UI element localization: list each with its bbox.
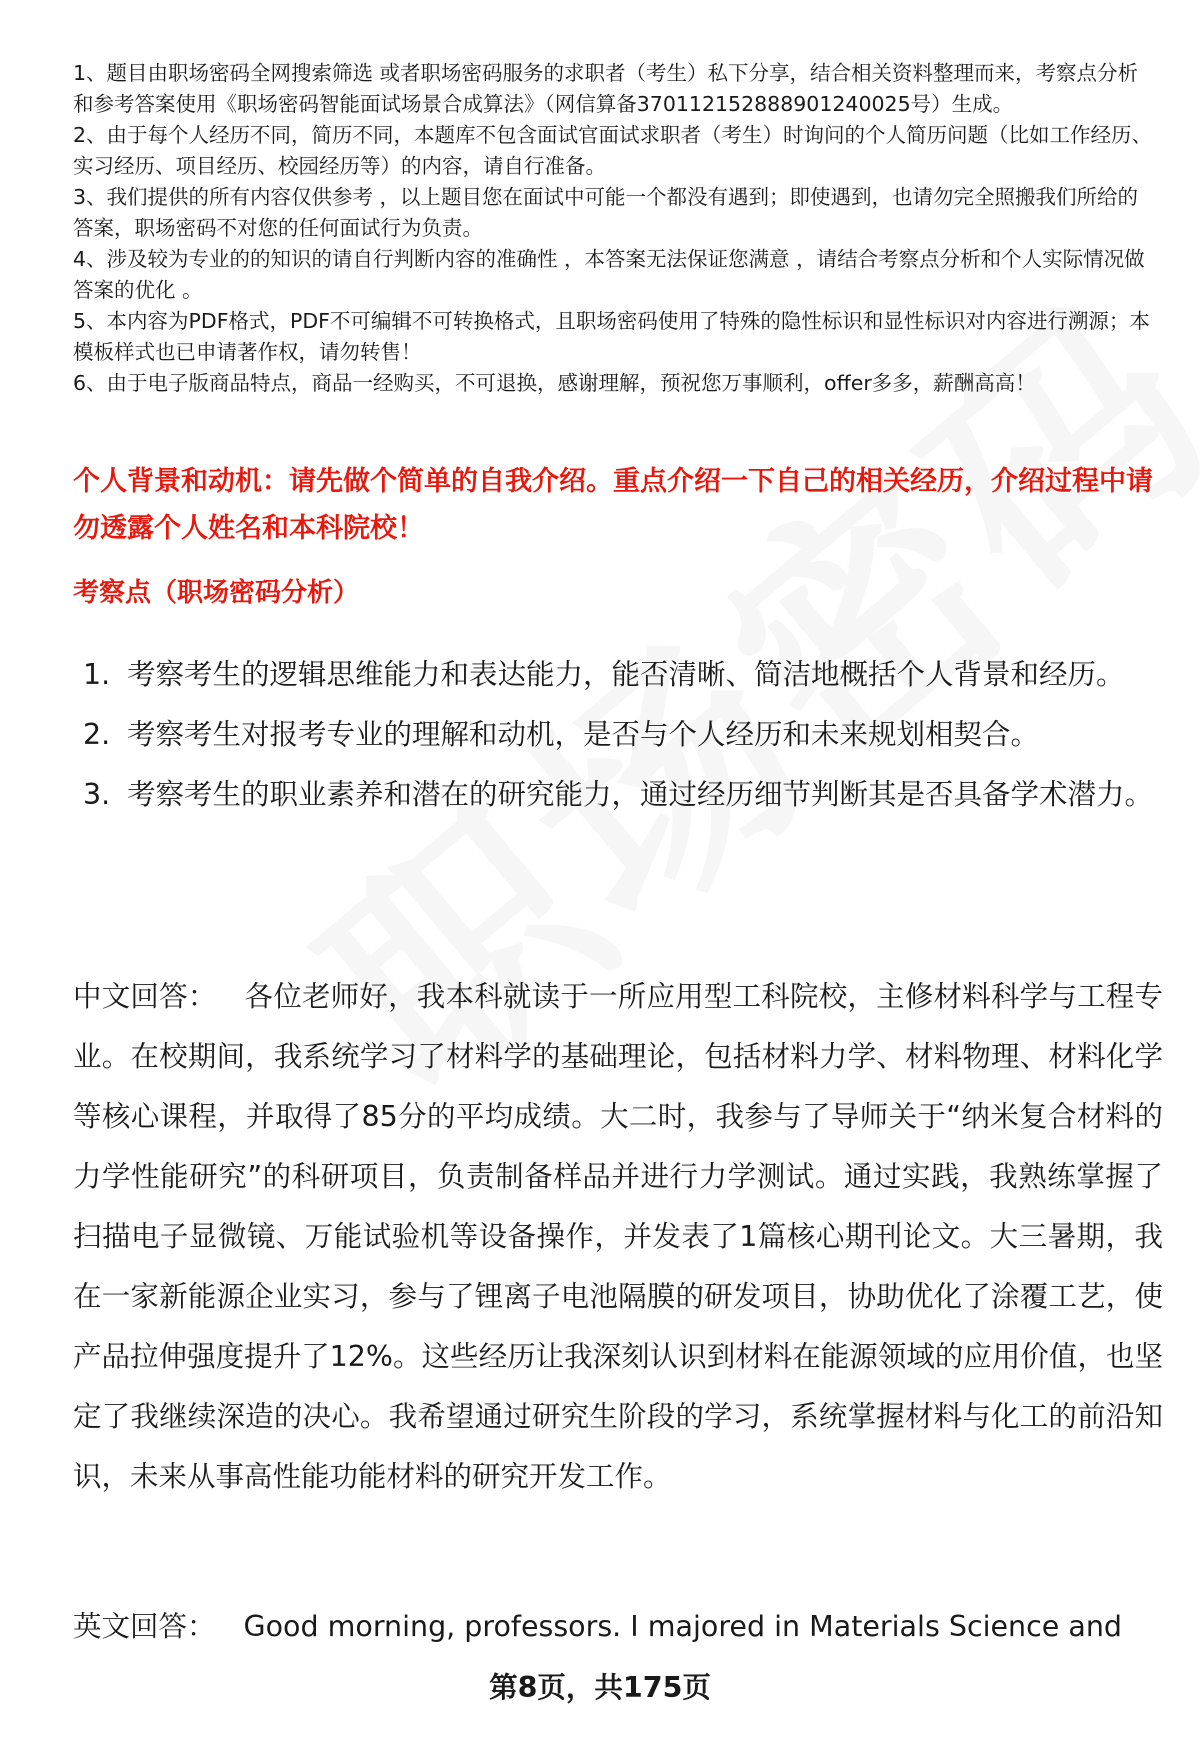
english-answer xyxy=(73,1597,1163,1657)
english-answer-label: 英文回答： xyxy=(73,1610,216,1643)
page-number: 第8页，共175页 xyxy=(489,1671,711,1704)
notice-item: 3、我们提供的所有内容仅供参考 ，以上题目您在面试中可能一个都没有遇到；即使遇到，也请勿完全照搬我们所给的答案，职场密码不对您的任何面试行为负责。 xyxy=(73,185,1139,240)
notice-item: 6、由于电子版商品特点，商品一经购买，不可退换，感谢理解，预祝您万事顺利，offer多多，薪酬高高！ xyxy=(73,371,1036,395)
notice-item: 2、由于每个人经历不同，简历不同，本题库不包含面试官面试求职者（考生）时询问的个人简历问题（比如工作经历、实习经历、项目经历、校园经历等）的内容，请自行准备。 xyxy=(73,123,1153,178)
english-answer-text: Good morning, professors. I majored in Materials Science and xyxy=(243,1610,1123,1643)
item-text: 考察考生的职业素养和潜在的研究能力，通过经历细节判断其是否具备学术潜力。 xyxy=(127,778,1154,811)
analysis-item xyxy=(73,765,1163,825)
analysis-title: 考察点（职场密码分析） xyxy=(73,578,360,608)
disclaimer-notices xyxy=(73,58,1153,399)
analysis-item xyxy=(73,705,1163,765)
chinese-answer xyxy=(73,967,1163,1507)
analysis-list xyxy=(73,645,1163,825)
item-text: 考察考生的逻辑思维能力和表达能力，能否清晰、简洁地概括个人背景和经历。 xyxy=(127,658,1125,691)
notice-item: 4、涉及较为专业的的知识的请自行判断内容的准确性 ，本答案无法保证您满意 ，请结合考察点分析和个人实际情况做答案的优化 。 xyxy=(73,247,1145,302)
chinese-answer-label: 中文回答： xyxy=(73,980,217,1013)
question-heading: 个人背景和动机：请先做个简单的自我介绍。重点介绍一下自己的相关经历，介绍过程中请勿透露个人姓名和本科院校！ xyxy=(73,466,1153,544)
item-text: 考察考生对报考专业的理解和动机，是否与个人经历和未来规划相契合。 xyxy=(127,718,1040,751)
item-number: 1. xyxy=(83,658,111,691)
item-number: 3. xyxy=(83,778,111,811)
analysis-item xyxy=(73,645,1163,705)
item-number: 2. xyxy=(83,718,111,751)
chinese-answer-text: 各位老师好，我本科就读于一所应用型工科院校，主修材料科学与工程专业。在校期间，我系统学习了材料学的基础理论，包括材料力学、材料物理、材料化学等核心课程，并取得了85分的平均成绩。大二时，我参与了导师关于“纳米复合材料的力学性能研究”的科研项目，负责制备样品并进行力学测试。通过实践，我熟练掌握了扫描电子显微镜、万能试验机等设备操作，并发表了1篇核心期刊论文。大三暑期，我在一家新能源企业实习，参与了锂离子电池隔膜的研发项目，协助优化了涂覆工艺，使产品拉伸强度提升了12%。这些经历让我深刻认识到材料在能源领域的应用价值，也坚定了我继续深造的决心。我希望通过研究生阶段的学习，系统掌握材料与化工的前沿知识，未来从事高性能功能材料的研究开发工作。 xyxy=(73,980,1163,1493)
notice-item: 1、题目由职场密码全网搜索筛选 或者职场密码服务的求职者（考生）私下分享，结合相关资料整理而来，考察点分析和参考答案使用《职场密码智能面试场景合成算法》（网信算备370112152888901240025号）生成。 xyxy=(73,61,1139,116)
notice-item: 5、本内容为PDF格式，PDF不可编辑不可转换格式，且职场密码使用了特殊的隐性标识和显性标识对内容进行溯源；本模板样式也已申请著作权，请勿转售！ xyxy=(73,309,1150,364)
